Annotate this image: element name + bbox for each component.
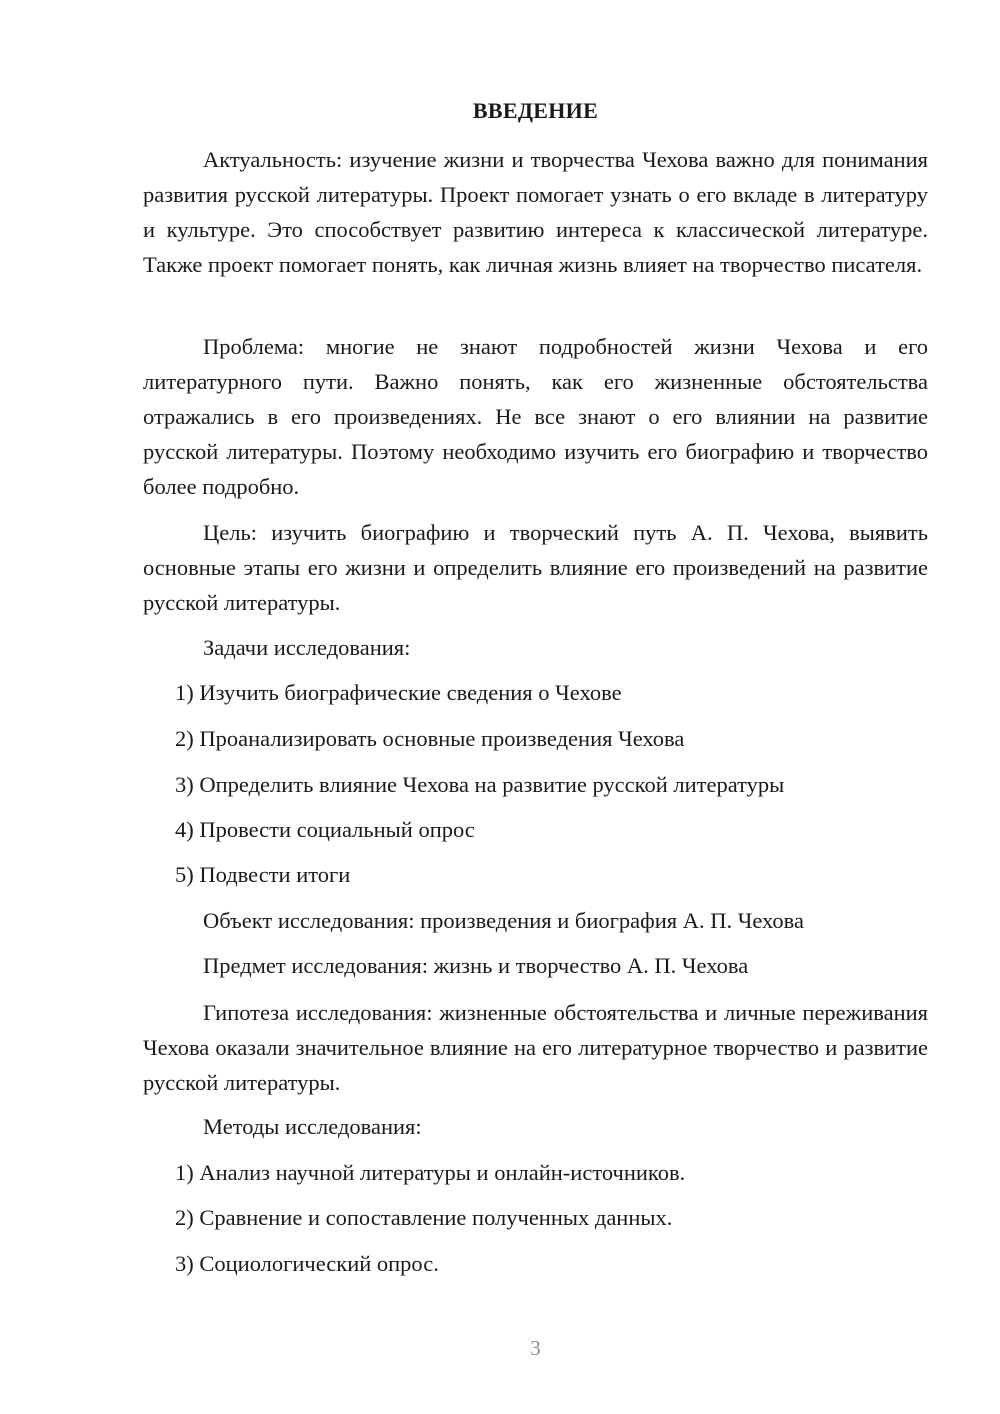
methods-heading: Методы исследования: bbox=[203, 1114, 422, 1139]
goal-paragraph: Цель: изучить биографию и творческий путь А. П. Чехова, выявить основные этапы его жизни и определить влияние его произведений на развитие русской литературы. bbox=[143, 520, 928, 615]
task-item: 2) Проанализировать основные произведения Чехова bbox=[175, 726, 685, 751]
section-title: ВВЕДЕНИЕ bbox=[472, 98, 599, 123]
relevance-paragraph: Актуальность: изучение жизни и творчества Чехова важно для понимания развития русской литературы. Проект помогает узнать о его вкладе в литературу и культуре. Это способствует развитию интереса к классической литературе. Также проект помогает понять, как личная жизнь влияет на творчество писателя. bbox=[143, 147, 928, 277]
task-item: 5) Подвести итоги bbox=[175, 862, 351, 887]
hypothesis-paragraph: Гипотеза исследования: жизненные обстоятельства и личные переживания Чехова оказали значительное влияние на его литературное творчество и развитие русской литературы. bbox=[143, 1000, 928, 1095]
task-item: 1) Изучить биографические сведения о Чехове bbox=[175, 680, 622, 705]
tasks-heading: Задачи исследования: bbox=[203, 635, 411, 660]
method-item: 1) Анализ научной литературы и онлайн-источников. bbox=[175, 1160, 686, 1185]
research-object: Объект исследования: произведения и биография А. П. Чехова bbox=[203, 908, 804, 933]
method-item: 3) Социологический опрос. bbox=[175, 1251, 439, 1276]
document-page bbox=[143, 0, 928, 1414]
research-subject: Предмет исследования: жизнь и творчество А. П. Чехова bbox=[203, 953, 749, 978]
page-number: 3 bbox=[530, 1336, 541, 1360]
method-item: 2) Сравнение и сопоставление полученных данных. bbox=[175, 1205, 673, 1230]
problem-paragraph: Проблема: многие не знают подробностей жизни Чехова и его литературного пути. Важно понять, как его жизненные обстоятельства отражались в его произведениях. Не все знают о его влиянии на развитие русской литературы. Поэтому необходимо изучить его биографию и творчество более подробно. bbox=[143, 334, 928, 499]
task-item: 3) Определить влияние Чехова на развитие русской литературы bbox=[175, 772, 785, 797]
task-item: 4) Провести социальный опрос bbox=[175, 817, 475, 842]
